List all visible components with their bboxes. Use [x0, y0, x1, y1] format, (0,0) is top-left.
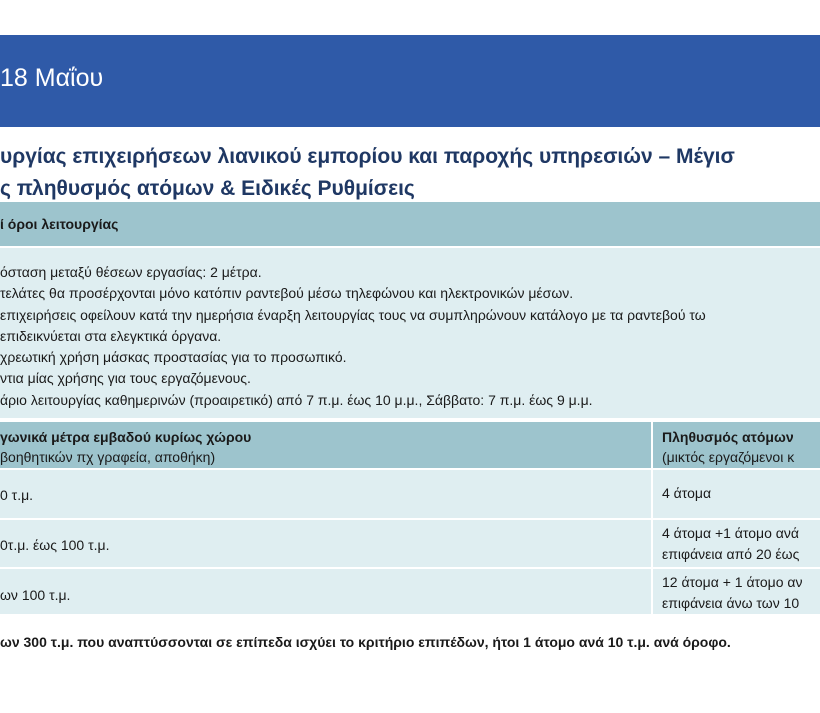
terms-header-label: ί όροι λειτουργίας: [0, 216, 119, 232]
heading-line-1: υργίας επιχειρήσεων λιανικού εμπορίου και παροχής υπηρεσιών – Μέγισ: [0, 145, 735, 168]
terms-list: [0, 262, 820, 411]
col2-subheader: (μικτός εργαζόμενοι κ: [662, 449, 795, 465]
table-header-row: [0, 422, 820, 468]
area-value: 0τ.μ. έως 100 τ.μ.: [0, 537, 110, 553]
area-cell: [0, 569, 651, 614]
population-value: 4 άτομα: [662, 485, 712, 501]
terms-item: ντια μίας χρήσης για τους εργαζόμενους.: [0, 370, 251, 387]
population-cell: [653, 520, 820, 567]
population-value-line-2: επιφάνεια άνω των 10: [662, 595, 800, 611]
capacity-table: [0, 422, 820, 614]
heading-line-2: ς πληθυσμός ατόμων & Ειδικές Ρυθμίσεις: [0, 177, 415, 200]
area-value: ων 100 τ.μ.: [0, 587, 71, 603]
header-cell-area: [0, 422, 651, 468]
header-cell-population: [653, 422, 820, 468]
terms-item: όσταση μεταξύ θέσεων εργασίας: 2 μέτρα.: [0, 264, 262, 280]
area-cell: [0, 470, 651, 518]
col1-subheader: βοηθητικών πχ γραφεία, αποθήκη): [0, 449, 216, 465]
slide-heading: [0, 141, 820, 205]
terms-item: τελάτες θα προσέρχονται μόνο κατόπιν ραντεβού μέσω τηλεφώνου και ηλεκτρονικών μέσων.: [0, 285, 574, 302]
area-cell: [0, 520, 651, 567]
population-value-line-2: επιφάνεια από 20 έως: [662, 546, 800, 562]
terms-item: επιδεικνύεται στα ελεγκτικά όργανα.: [0, 327, 222, 344]
col2-header: Πληθυσμός ατόμων: [662, 429, 794, 445]
banner-title: 18 Μαΐου: [0, 64, 104, 92]
title-banner: [0, 35, 820, 127]
table-row: [0, 520, 820, 567]
terms-header-bar: [0, 202, 820, 246]
terms-item: άριο λειτουργίας καθημερινών (προαιρετικό) από 7 π.μ. έως 10 μ.μ., Σάββατο: 7 π.μ. έως 9 μ.μ.: [0, 391, 593, 408]
area-value: 0 τ.μ.: [0, 487, 34, 503]
population-cell: [653, 470, 820, 518]
table-row: [0, 470, 820, 518]
population-value: 4 άτομα +1 άτομο ανά: [662, 525, 799, 541]
population-value: 12 άτομα + 1 άτομο αν: [662, 574, 803, 590]
population-cell: [653, 569, 820, 614]
table-row: [0, 569, 820, 614]
terms-item: επιχειρήσεις οφείλουν κατά την ημερήσια έναρξη λειτουργίας τους να συμπληρώνουν κατάλογο με τα ραντεβού τω: [0, 306, 706, 323]
terms-item: χρεωτική χρήση μάσκας προστασίας για το προσωπικό.: [0, 349, 347, 366]
footnote: ων 300 τ.μ. που αναπτύσσονται σε επίπεδα ισχύει το κριτήριο επιπέδων, ήτοι 1 άτομο ανά 10 τ.μ. ανά όροφο.: [0, 634, 731, 650]
col1-header: γωνικά μέτρα εμβαδού κυρίως χώρου: [0, 429, 252, 445]
